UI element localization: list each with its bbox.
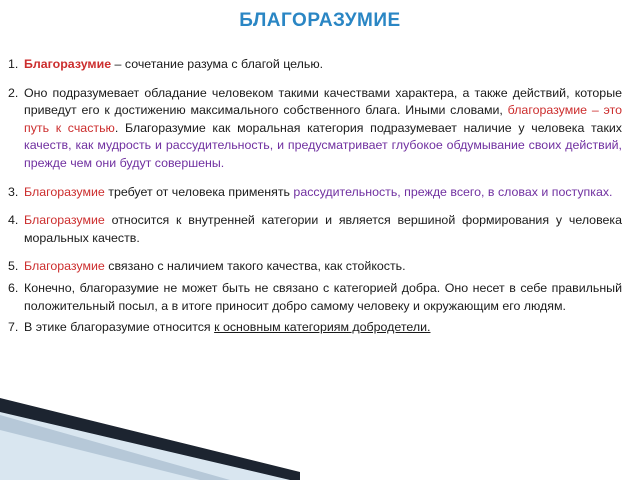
list-item-1: [8, 56, 622, 74]
item-text: относится к внутренней категории и является вершиной формирования у человека моральных качеств.: [24, 213, 622, 245]
item-text: Благоразумие: [24, 184, 105, 199]
item-text: требует от человека применять: [104, 184, 294, 199]
item-text: к основным категориям добродетели.: [214, 320, 431, 335]
item-text: рассудительность, прежде всего, в словах и поступках.: [293, 184, 613, 199]
list-item-3: [8, 184, 622, 202]
item-text: – сочетание разума с благой целью.: [111, 57, 324, 71]
list-item-7: [8, 319, 622, 337]
list-item-6: [8, 280, 622, 315]
list-item-2: [8, 85, 622, 173]
item-text: В этике благоразумие относится: [24, 320, 215, 335]
list-item-4: [8, 212, 622, 247]
item-text: . Благоразумие как моральная категория подразумевает наличие у человека таких: [114, 120, 622, 135]
item-number: 4.: [8, 213, 19, 228]
page-title: БЛАГОРАЗУМИЕ: [239, 10, 401, 31]
item-text: Благоразумие: [24, 259, 105, 274]
item-text: благоразумие – это путь к счастью: [24, 103, 622, 135]
item-number: 1.: [8, 57, 19, 71]
item-text: Благоразумие: [24, 213, 105, 228]
item-text: Конечно, благоразумие не может быть не связано с категорией добра. Оно несет в себе правильный положительный посыл, а в итоге приносит добро самому человеку и окружающим его людям.: [24, 280, 622, 313]
item-number: 3.: [8, 184, 19, 199]
item-text: качеств, как мудрость и рассудительность, и предусматривает глубокое обдумывание своих действий, прежде чем они будут совершены.: [24, 138, 622, 170]
content-list: [8, 56, 622, 337]
item-number: 5.: [8, 259, 19, 274]
item-number: 7.: [8, 320, 19, 335]
item-number: 2.: [8, 85, 19, 100]
list-item-5: [8, 258, 622, 276]
item-number: 6.: [8, 280, 19, 295]
item-text: Благоразумие: [24, 57, 112, 71]
item-text: связано с наличием такого качества, как стойкость.: [104, 259, 406, 274]
item-text: Оно подразумевает обладание человеком такими качествами характера, а также действий, которые приведут его к достижению максимального собственного блага. Иными словами,: [24, 85, 622, 118]
